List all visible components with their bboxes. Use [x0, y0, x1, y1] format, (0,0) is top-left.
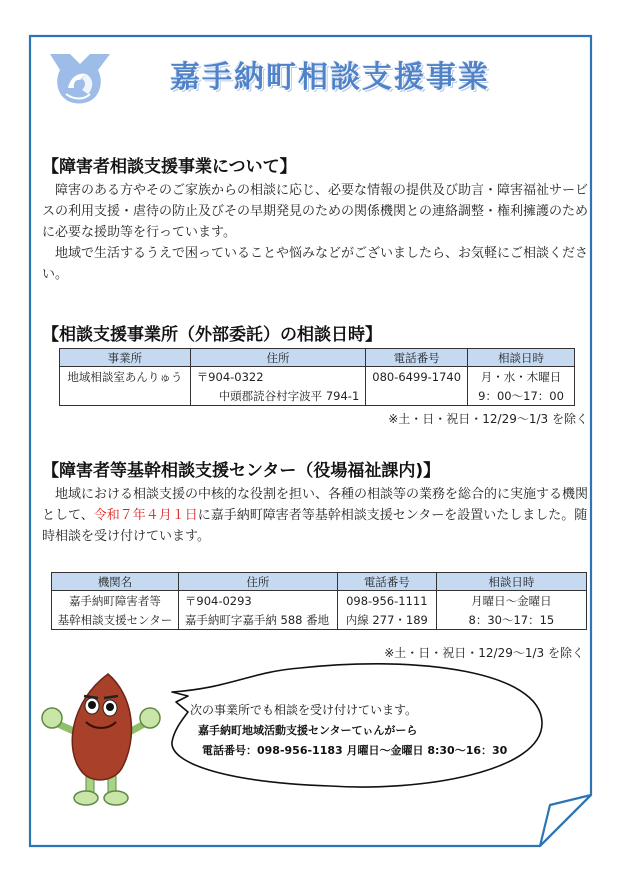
section-heading-outsourced: 【相談支援事業所（外部委託）の相談日時】: [42, 325, 382, 345]
column-header-agency: 機関名: [52, 573, 179, 591]
exclusion-note: ※土・日・祝日・12/29～1/3 を除く: [388, 412, 588, 426]
establishment-date-highlight: 令和７年４月１日: [93, 508, 198, 523]
office-postal-code: 〒904-0322: [190, 367, 366, 387]
agency-phone: 098-956-1111: [337, 591, 436, 611]
exclusion-note: ※土・日・祝日・12/29～1/3 を除く: [384, 646, 584, 660]
about-paragraph-2: 地域で生活するうえで困っていることや悩みなどがございましたら、お気軽にご相談ください。: [42, 246, 589, 282]
agency-address: 嘉手納町字嘉手納 588 番地: [178, 610, 337, 630]
page-title: 嘉手納町相談支援事業: [170, 60, 490, 95]
about-paragraph-1: 障害のある方やそのご家族からの相談に応じ、必要な情報の提供及び助言・障害福祉サービスの利用支援・虐待の防止及びその早期発見のための関係機関との連絡調整・権利擁護のために必要な援助等を行っています。: [42, 183, 589, 240]
agency-name-line2: 基幹相談支援センター: [52, 610, 179, 630]
column-header-phone: 電話番号: [366, 349, 468, 367]
agency-days: 月曜日～金曜日: [436, 591, 586, 611]
section-heading-core-center: 【障害者等基幹相談支援センター（役場福祉課内)】: [42, 461, 441, 481]
column-header-address: 住所: [190, 349, 366, 367]
office-days: 月・水・木曜日: [468, 367, 575, 387]
sweet-potato-mascot-icon: [36, 672, 166, 807]
agency-hours: 8：30～17：15: [436, 610, 586, 630]
office-phone: 080-6499-1740: [366, 367, 468, 387]
agency-extension: 内線 277・189: [337, 610, 436, 630]
agency-name-line1: 嘉手納町障害者等: [52, 591, 179, 611]
column-header-office: 事業所: [60, 349, 191, 367]
column-header-hours: 相談日時: [436, 573, 586, 591]
column-header-hours: 相談日時: [468, 349, 575, 367]
column-header-address: 住所: [178, 573, 337, 591]
office-hours: 9：00～17：00: [468, 386, 575, 406]
section-heading-about: 【障害者相談支援事業について】: [42, 157, 297, 177]
bubble-intro: 次の事業所でも相談を受け付けています。: [190, 703, 418, 717]
paragraph-text: 地域における相談支援の中核的な役割を担い、各種の相談等の業務を総合的に実施する機関として、: [42, 487, 589, 523]
paragraph-text: に嘉手納町障害者等基幹相談支援センターを設置いたしました。随時相談を受け付けています。: [42, 508, 588, 544]
office-address: 中頭郡読谷村字波平 794-1: [190, 386, 366, 406]
bubble-facility-name: 嘉手納町地域活動支援センターてぃんがーら: [198, 724, 418, 737]
column-header-phone: 電話番号: [337, 573, 436, 591]
agency-postal-code: 〒904-0293: [178, 591, 337, 611]
bubble-facility-contact: 電話番号：098-956-1183 月曜日～金曜日 8:30～16：30: [202, 744, 508, 757]
office-name: 地域相談室あんりゅう: [60, 367, 191, 387]
